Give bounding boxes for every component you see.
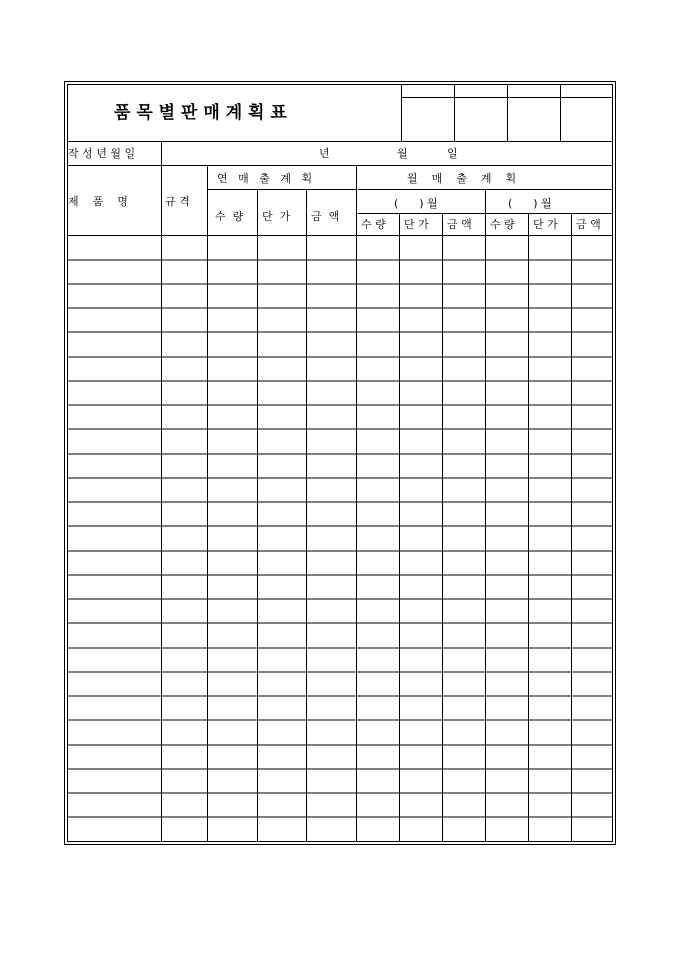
m2-amount-header: 금 액 <box>576 218 601 231</box>
annual-plan-header: 연 매 출 계 획 <box>217 172 313 185</box>
m2-unit-price-header: 단 가 <box>533 218 558 231</box>
m1-unit-price-header: 단 가 <box>404 218 429 231</box>
year-label: 년 <box>319 147 330 160</box>
month1-header: ( ) 월 <box>394 197 438 210</box>
outer-border <box>65 82 616 845</box>
m1-quantity-header: 수 량 <box>361 218 386 231</box>
date-row-label: 작 성 년 월 일 <box>68 147 136 160</box>
product-name-header: 제 품 명 <box>68 195 128 208</box>
annual-unit-price-header: 단 가 <box>262 210 291 223</box>
m2-quantity-header: 수 량 <box>490 218 515 231</box>
spec-header: 규 격 <box>165 195 190 208</box>
month-label: 월 <box>397 147 408 160</box>
sales-plan-form <box>64 81 616 845</box>
month2-header: ( ) 월 <box>508 197 552 210</box>
annual-quantity-header: 수 량 <box>215 210 244 223</box>
m1-amount-header: 금 액 <box>447 218 472 231</box>
form-title: 품 목 별 판 매 계 획 표 <box>114 103 287 123</box>
day-label: 일 <box>447 147 458 160</box>
annual-amount-header: 금 액 <box>311 210 340 223</box>
form-grid <box>64 81 616 845</box>
monthly-plan-header: 월 매 출 계 획 <box>407 172 517 185</box>
